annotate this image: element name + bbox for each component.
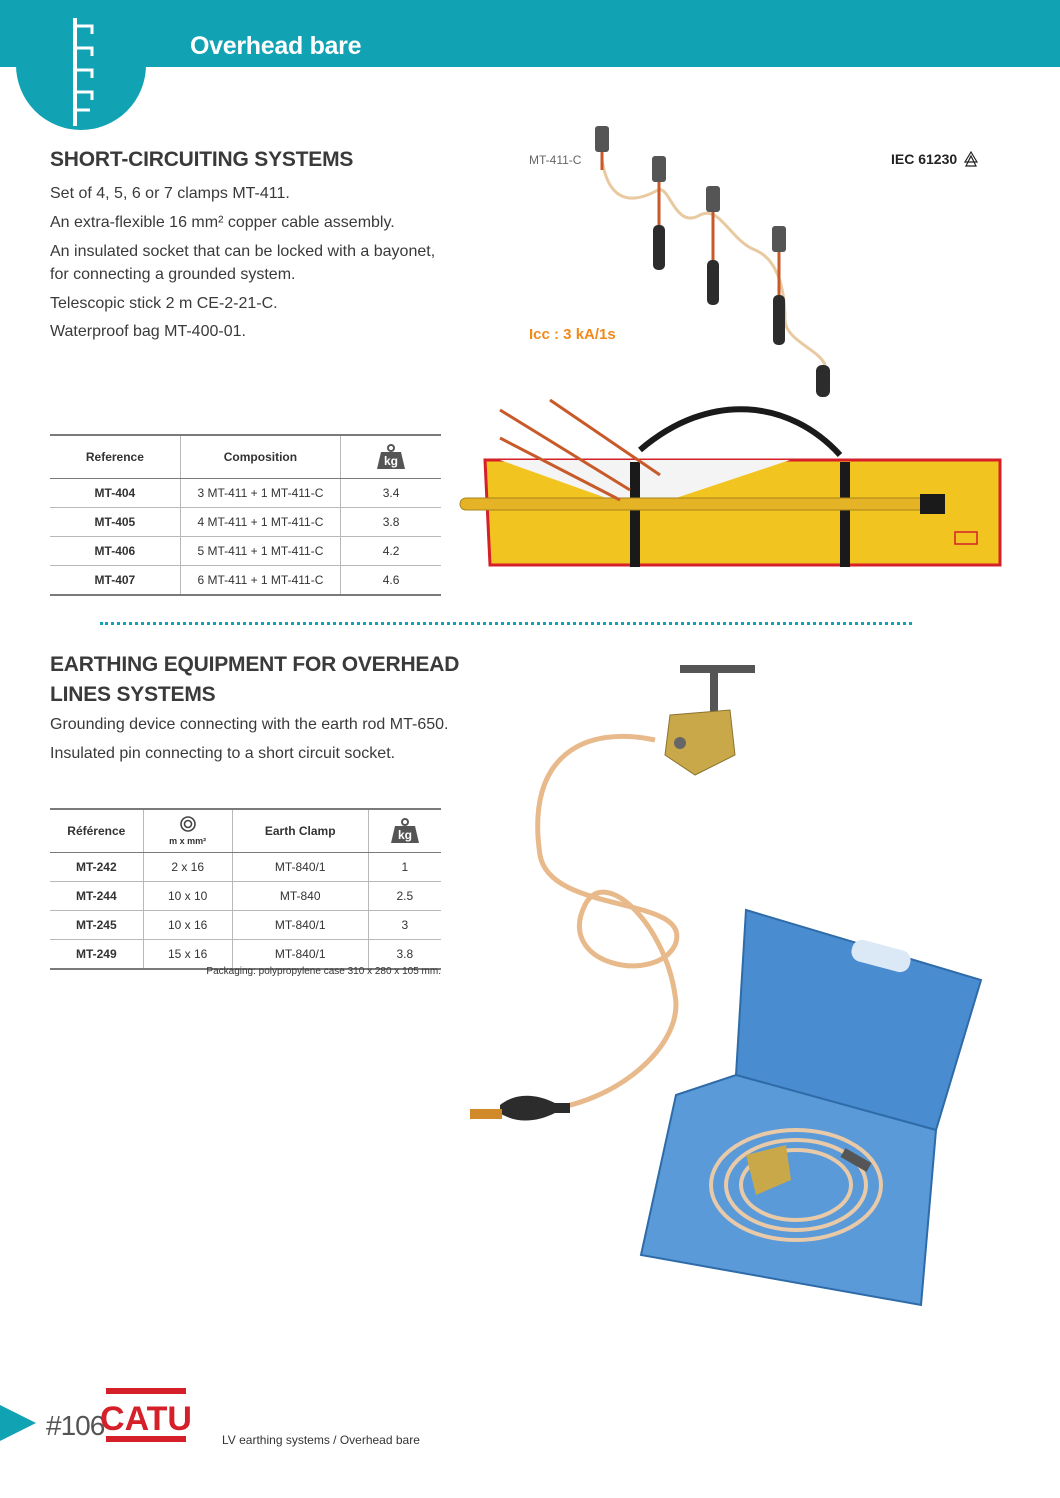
header-bar (0, 0, 1060, 67)
catu-logo (100, 1388, 192, 1444)
reference-cell: MT-405 (50, 508, 180, 537)
description-line: Set of 4, 5, 6 or 7 clamps MT-411. (50, 185, 290, 202)
weight-cell: 3.8 (368, 940, 441, 970)
cable-coil-icon (178, 815, 198, 833)
weight-cell: 4.6 (341, 566, 441, 596)
weight-cell: 2.5 (368, 882, 441, 911)
kg-weight-icon (389, 818, 421, 844)
cable-column-header: m x mm² (143, 809, 232, 853)
column-header: Earth Clamp (232, 809, 368, 853)
table-row (50, 566, 441, 596)
waterproof-bag-illustration (460, 380, 1005, 580)
table-row (50, 479, 441, 508)
kg-weight-icon (375, 444, 407, 470)
size-cell: 15 x 16 (143, 940, 232, 970)
icc-rating: Icc : 3 kA/1s (529, 326, 616, 343)
clamp-cell: MT-840 (232, 882, 368, 911)
description-line: Waterproof bag MT-400-01. (50, 323, 246, 340)
size-cell: 10 x 16 (143, 911, 232, 940)
section-title-line: LINES SYSTEMS (50, 683, 216, 706)
svg-text:kg: kg (384, 454, 399, 468)
packaging-note: Packaging: polypropylene case 310 x 280 x 105 mm. (206, 966, 441, 977)
column-header: Référence (50, 809, 143, 853)
size-cell: 2 x 16 (143, 853, 232, 882)
page-title: Overhead bare (190, 32, 362, 60)
image-label: MT-411-C (529, 153, 582, 167)
table-row (50, 508, 441, 537)
table-row (50, 911, 441, 940)
description-line: An extra-flexible 16 mm² copper cable assembly. (50, 214, 395, 231)
section-divider (100, 622, 912, 625)
table-row (50, 853, 441, 882)
weight-cell: 3.4 (341, 479, 441, 508)
description-line: Telescopic stick 2 m CE-2-21-C. (50, 295, 278, 312)
weight-cell: 3.8 (341, 508, 441, 537)
standard-label (891, 151, 978, 167)
reference-cell: MT-245 (50, 911, 143, 940)
page-marker-arrow (0, 1405, 36, 1441)
reference-cell: MT-249 (50, 940, 143, 970)
reference-cell: MT-244 (50, 882, 143, 911)
clamp-cell: MT-840/1 (232, 853, 368, 882)
reference-cell: MT-242 (50, 853, 143, 882)
column-header: Reference (50, 435, 180, 479)
clamp-cell: MT-840/1 (232, 940, 368, 970)
table-row (50, 940, 441, 970)
column-header: Composition (180, 435, 340, 479)
footer-breadcrumb: LV earthing systems / Overhead bare (222, 1433, 420, 1447)
section-title-line: EARTHING EQUIPMENT FOR OVERHEAD (50, 653, 460, 676)
weight-cell: 3 (368, 911, 441, 940)
section-title (50, 650, 459, 710)
product-table (50, 434, 441, 596)
composition-cell: 4 MT-411 + 1 MT-411-C (180, 508, 340, 537)
weight-cell: 1 (368, 853, 441, 882)
description-line: for connecting a grounded system. (50, 266, 296, 283)
live-work-triangle-icon (964, 151, 978, 167)
composition-cell: 3 MT-411 + 1 MT-411-C (180, 479, 340, 508)
svg-text:kg: kg (397, 828, 412, 842)
table-row (50, 537, 441, 566)
blue-case-illustration (636, 905, 986, 1325)
weight-column-header (368, 809, 441, 853)
page-number: #106 (46, 1410, 105, 1441)
svg-text:CATU: CATU (100, 1400, 192, 1438)
short-circuit-clamps-illustration (580, 120, 850, 410)
clamp-cell: MT-840/1 (232, 911, 368, 940)
weight-column-header (341, 435, 441, 479)
weight-cell: 4.2 (341, 537, 441, 566)
composition-cell: 5 MT-411 + 1 MT-411-C (180, 537, 340, 566)
product-table (50, 808, 441, 970)
description-line: Grounding device connecting with the earth rod MT-650. (50, 716, 449, 733)
reference-cell: MT-404 (50, 479, 180, 508)
reference-cell: MT-406 (50, 537, 180, 566)
section-title: SHORT-CIRCUITING SYSTEMS (50, 148, 354, 171)
pylon-icon (70, 18, 96, 126)
standard-text: IEC 61230 (891, 151, 958, 167)
reference-cell: MT-407 (50, 566, 180, 596)
description-line: Insulated pin connecting to a short circuit socket. (50, 745, 396, 762)
description-line: An insulated socket that can be locked with a bayonet, (50, 243, 436, 260)
composition-cell: 6 MT-411 + 1 MT-411-C (180, 566, 340, 596)
table-row (50, 882, 441, 911)
size-cell: 10 x 10 (143, 882, 232, 911)
